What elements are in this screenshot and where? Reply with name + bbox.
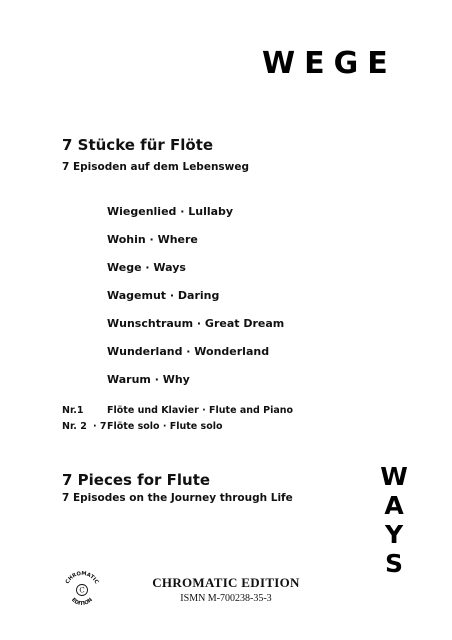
ismn-number: ISMN M-700238-35-3	[180, 593, 272, 604]
side-title-letter: Y	[384, 520, 404, 549]
piece-title-5: Wunschtraum · Great Dream	[107, 317, 285, 330]
page-title: WEGE	[262, 46, 397, 81]
side-title-letter: A	[384, 491, 404, 520]
english-subheading: 7 Episodes on the Journey through Life	[62, 492, 293, 504]
edition-desc-1: Flöte und Klavier · Flute and Piano	[107, 405, 294, 416]
logo-top-text: CHROMATIC	[64, 570, 100, 586]
side-title-letter: S	[384, 549, 403, 578]
logo-bottom-text: EDITION	[70, 597, 94, 608]
piece-title-3: Wege · Ways	[107, 261, 186, 274]
piece-title-2: Wohin · Where	[107, 233, 198, 246]
edition-extra-2: · 7	[93, 421, 107, 432]
edition-number-2: Nr. 2	[62, 421, 87, 432]
publisher-name: CHROMATIC EDITION	[152, 575, 300, 590]
edition-desc-2: Flöte solo · Flute solo	[107, 421, 223, 432]
german-subheading: 7 Episoden auf dem Lebensweg	[62, 161, 250, 173]
german-heading: 7 Stücke für Flöte	[62, 136, 214, 154]
piece-title-6: Wunderland · Wonderland	[107, 345, 270, 358]
piece-title-1: Wiegenlied · Lullaby	[107, 205, 234, 218]
english-heading: 7 Pieces for Flute	[62, 471, 211, 489]
piece-title-7: Warum · Why	[107, 373, 190, 386]
side-title-letter: W	[380, 462, 408, 491]
logo-center-text: C	[79, 586, 85, 595]
side-title-ways	[378, 462, 410, 578]
piece-title-4: Wagemut · Daring	[107, 289, 220, 302]
edition-number-1: Nr.1	[62, 405, 84, 416]
